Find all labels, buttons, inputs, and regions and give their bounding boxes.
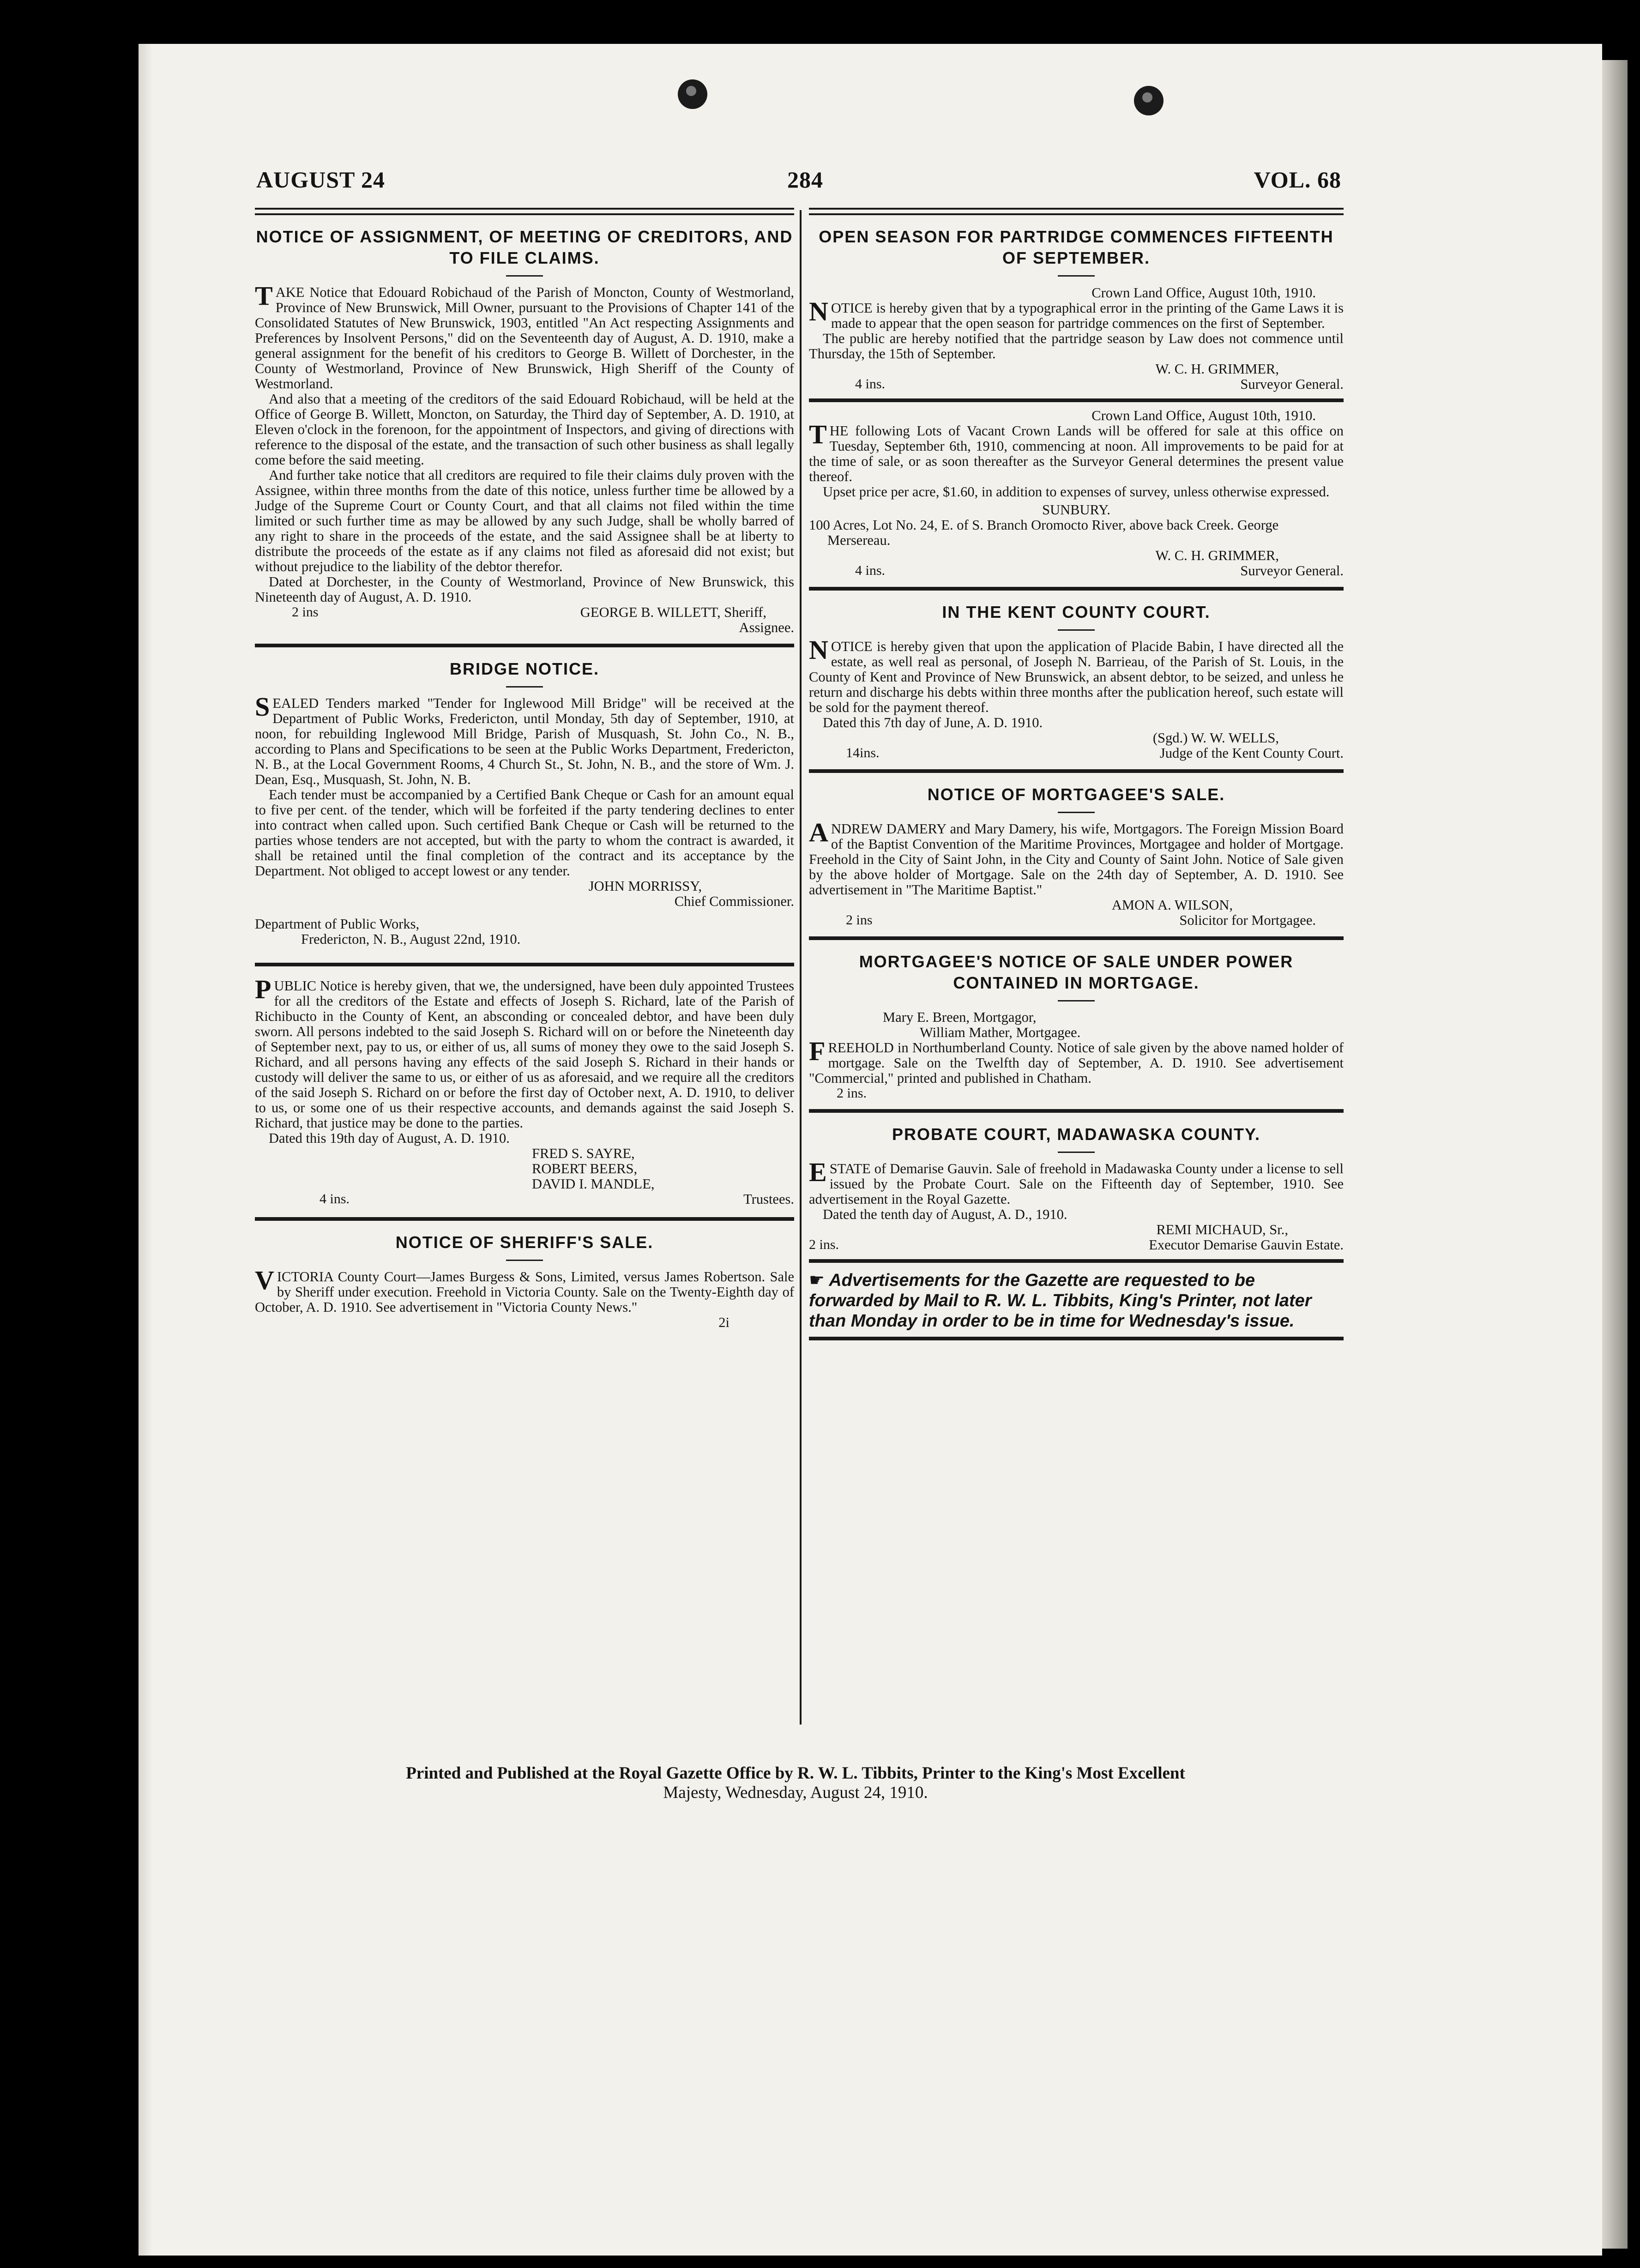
trustee-name: ROBERT BEERS,	[532, 1161, 638, 1176]
paragraph: OTICE is hereby given that upon the application of Placide Babin, I have directed all the estate, as well real as personal, of Joseph N. Barrieau, of the Parish of St. Louis, in the County of Kent and Province of New Brunswick, an absent debtor, to be seized, and unless he return and discharge his debts within three months after the publication hereof, such estate will be sold for the payment thereof.	[809, 639, 1344, 715]
punch-hole-icon	[678, 79, 707, 109]
insertion-count: 4 ins.	[855, 563, 886, 578]
signer-title: Assignee.	[739, 620, 794, 635]
page-header	[256, 166, 1341, 199]
drop-cap: N	[809, 296, 828, 326]
notice-body	[809, 1036, 1344, 1086]
imprint-line: Printed and Published at the Royal Gazette Office by R. W. L. Tibbits, Printer to the King's Most Excellent	[406, 1764, 1185, 1783]
top-rule	[255, 208, 794, 215]
section-rule	[809, 769, 1344, 773]
short-rule	[1058, 1152, 1095, 1153]
short-rule	[506, 275, 543, 277]
section-rule	[809, 398, 1344, 402]
punch-hole-icon	[1134, 86, 1164, 115]
kent-court-notice	[809, 602, 1344, 761]
paragraph: The public are hereby notified that the partridge season by Law does not commence until Thursday, the 15th of September.	[809, 331, 1344, 362]
insertion-count: 4 ins.	[855, 376, 886, 392]
signature-row	[809, 1237, 1344, 1253]
advertisement-notice	[809, 1270, 1344, 1331]
signature-row	[255, 605, 794, 620]
signer-title: Surveyor General.	[1240, 563, 1344, 579]
department-date: Fredericton, N. B., August 22nd, 1910.	[301, 931, 521, 947]
signature-row	[809, 746, 1344, 761]
department-name: Department of Public Works,	[255, 916, 420, 932]
notice-heading: NOTICE OF MORTGAGEE'S SALE.	[927, 785, 1225, 804]
insertion-count: 2 ins	[292, 604, 319, 620]
paragraph: AKE Notice that Edouard Robichaud of the Parish of Moncton, County of Westmorland, Province of New Brunswick, Mill Owner, pursuant to the Provisions of Chapter 141 of the Consolidated Statutes of New Brunswick, 1903, entitled "An Act respecting Assignments and Preferences by Insolvent Persons," did on the Seventeenth day of August, A. D. 1910, make a general assignment for the benefit of his creditors to George B. Willett of Dorchester, in the County of Westmorland, Province of New Brunswick, High Sheriff of the County of Westmorland.	[255, 284, 794, 392]
imprint-footer	[253, 1764, 1338, 1803]
assignment-notice	[255, 226, 794, 635]
page-binding	[139, 44, 152, 2256]
column-separator	[800, 210, 802, 1725]
insertion-count: 2i	[718, 1315, 730, 1330]
signer-name: (Sgd.) W. W. WELLS,	[1152, 730, 1279, 746]
paragraph: And further take notice that all creditors are required to file their claims duly proven with the Assignee, within three months from the date of this notice, unless further time be allowed by a Judge of the Supreme Court or County Court, and that all claims not filed within the time limited or such further time as may be allowed by any such Judge, shall be wholly barred of any right to share in the proceeds of the estate, and the said Assignee shall be at liberty to distribute the proceeds of the estate as if any claims not filed as aforesaid did not exist; but without prejudice to the liability of the debtor therefor.	[255, 467, 794, 574]
section-rule	[809, 1259, 1344, 1263]
paragraph: HE following Lots of Vacant Crown Lands will be offered for sale at this office on Tuesday, September 6th, 1910, commencing at noon. All improvements to be paid for at the time of sale, or as soon thereafter as the Surveyor General determines the present value thereof.	[809, 423, 1344, 484]
paragraph: And also that a meeting of the creditors of the said Edouard Robichaud, will be held at the Office of George B. Willett, Moncton, on Saturday, the Third day of September, A. D. 1910, at Eleven o'clock in the forenoon, for the appointment of Inspectors, and giving of directions with reference to the disposal of the estate, and the transaction of such other business as shall legally come before the said meeting.	[255, 391, 794, 468]
power-sale-notice	[809, 951, 1344, 1101]
section-rule	[809, 936, 1344, 940]
signer-title: Surveyor General.	[1240, 376, 1344, 392]
signer-name: AMON A. WILSON,	[1111, 897, 1233, 913]
paragraph: Upset price per acre, $1.60, in addition to expenses of survey, unless otherwise expressed.	[823, 484, 1330, 500]
trustee-name: FRED S. SAYRE,	[532, 1146, 635, 1161]
section-rule	[255, 644, 794, 647]
pointing-hand-icon: ☛	[809, 1271, 825, 1290]
paragraph: Dated this 7th day of June, A. D. 1910.	[823, 715, 1043, 730]
section-rule	[255, 1217, 794, 1221]
notice-heading: MORTGAGEE'S NOTICE OF SALE UNDER POWER CONTAINED IN MORTGAGE.	[859, 952, 1294, 992]
county-name: SUNBURY.	[1042, 502, 1110, 518]
notice-body	[809, 1157, 1344, 1222]
signer-title: Trustees.	[743, 1191, 794, 1207]
signature-row	[809, 913, 1344, 928]
notice-heading: OPEN SEASON FOR PARTRIDGE COMMENCES FIFTEENTH OF SEPTEMBER.	[819, 227, 1334, 267]
signer-title: Chief Commissioner.	[674, 893, 794, 909]
short-rule	[1058, 812, 1095, 813]
dateline: Crown Land Office, August 10th, 1910.	[1091, 408, 1316, 423]
notice-body	[809, 817, 1344, 898]
signature-row	[809, 563, 1344, 579]
paragraph: Dated at Dorchester, in the County of Westmorland, Province of New Brunswick, this Nineteenth day of August, A. D. 1910.	[255, 574, 794, 605]
signature-row	[255, 1192, 794, 1207]
notice-body	[255, 1265, 794, 1315]
imprint-date: Majesty, Wednesday, August 24, 1910.	[663, 1783, 928, 1802]
notice-body	[809, 635, 1344, 730]
paragraph: NDREW DAMERY and Mary Damery, his wife, Mortgagors. The Foreign Mission Board of the Baptist Convention of the Maritime Provinces, Mortgagee and holder of Mortgage. Freehold in the City of Saint John, in the City and County of Saint John. Notice of Sale given by the above holder of Mortgage. Sale on the 24th day of September, A. D. 1910. See advertisement in "The Maritime Baptist."	[809, 821, 1344, 898]
short-rule	[1058, 629, 1095, 631]
notice-body	[809, 296, 1344, 362]
mortgagor-name: Mary E. Breen, Mortgagor,	[883, 1009, 1037, 1025]
issue-date: AUGUST 24	[256, 167, 385, 193]
page-edge	[1602, 60, 1628, 2249]
section-rule	[809, 1337, 1344, 1340]
paragraph: REEHOLD in Northumberland County. Notice of sale given by the above named holder of mortgage. Sale on the Twelfth day of September, A. D. 1910. See advertisement "Commercial," printed and published in Chatham.	[809, 1040, 1344, 1086]
partridge-notice	[809, 226, 1344, 392]
short-rule	[506, 686, 543, 688]
paragraph: OTICE is hereby given that by a typographical error in the printing of the Game Laws it is made to appear that the open season for partridge commences on the first of September.	[831, 300, 1344, 331]
paragraph: Dated the tenth day of August, A. D., 1910.	[823, 1206, 1067, 1222]
insertion-count: 4 ins.	[320, 1191, 350, 1206]
section-rule	[809, 1109, 1344, 1113]
lot-description: 100 Acres, Lot No. 24, E. of S. Branch Oromocto River, above back Creek. George Mersereau.	[809, 517, 1279, 548]
crown-lands-notice	[809, 408, 1344, 579]
trustees-notice	[255, 974, 794, 1207]
insertion-count: 2 ins.	[809, 1237, 839, 1252]
left-column	[255, 208, 794, 1330]
insertion-count: 14ins.	[846, 745, 880, 760]
notice-heading: BRIDGE NOTICE.	[449, 659, 599, 678]
drop-cap: F	[809, 1036, 826, 1066]
drop-cap: T	[255, 281, 273, 311]
paragraph: Dated this 19th day of August, A. D. 1910.	[269, 1130, 510, 1146]
top-rule	[809, 208, 1344, 215]
dateline: Crown Land Office, August 10th, 1910.	[1091, 285, 1316, 301]
section-rule	[255, 963, 794, 966]
signer-name: W. C. H. GRIMMER,	[1155, 548, 1279, 563]
notice-heading: IN THE KENT COUNTY COURT.	[942, 603, 1211, 621]
paragraph: Each tender must be accompanied by a Certified Bank Cheque or Cash for an amount equal to five per cent. of the tender, which will be forfeited if the party tendering declines to enter into contract when called upon. Such certified Bank Cheque or Cash will be returned to the parties whose tenders are not accepted, but with the party to whom the contract is awarded, it shall be retained until the final completion of the contract and its acceptance by the Department. Not obliged to accept lowest or any tender.	[255, 787, 794, 879]
mortgagee-sale-notice	[809, 784, 1344, 928]
notice-heading: PROBATE COURT, MADAWASKA COUNTY.	[892, 1125, 1260, 1144]
bridge-notice	[255, 658, 794, 947]
insertion-count: 2 ins.	[837, 1086, 867, 1101]
drop-cap: A	[809, 817, 828, 847]
notice-body	[255, 281, 794, 605]
drop-cap: E	[809, 1157, 827, 1187]
notice-body	[255, 692, 794, 879]
advertisement-text: Advertisements for the Gazette are requested to be forwarded by Mail to R. W. L. Tibbits, King's Printer, not later than Monday in order to be in time for Wednesday's issue.	[809, 1271, 1312, 1331]
short-rule	[506, 1260, 543, 1261]
signer-title: Executor Demarise Gauvin Estate.	[1149, 1237, 1344, 1253]
paragraph: STATE of Demarise Gauvin. Sale of freehold in Madawaska County under a license to sell issued by the Probate Court. Sale on the Fifteenth day of September, 1910. See advertisement in the Royal Gazette.	[809, 1161, 1344, 1207]
signer-title: Judge of the Kent County Court.	[1159, 745, 1344, 761]
section-rule	[809, 587, 1344, 591]
drop-cap: T	[809, 419, 827, 449]
signer-title: Solicitor for Mortgagee.	[1179, 912, 1316, 928]
drop-cap: V	[255, 1265, 274, 1295]
signer-name: W. C. H. GRIMMER,	[1155, 361, 1279, 377]
trustee-name: DAVID I. MANDLE,	[532, 1176, 655, 1192]
drop-cap: N	[809, 635, 828, 665]
right-column	[809, 208, 1344, 1340]
notice-body	[255, 974, 794, 1146]
paragraph: ICTORIA County Court—James Burgess & Sons, Limited, versus James Robertson. Sale by Sheriff under execution. Freehold in Victoria County. Sale on the Twenty-Eighth day of October, A. D. 1910. See advertisement in "Victoria County News."	[255, 1269, 794, 1315]
paragraph: EALED Tenders marked "Tender for Inglewood Mill Bridge" will be received at the Department of Public Works, Fredericton, until Monday, 5th day of September, 1910, at noon, for rebuilding Inglewood Mill Bridge, Parish of Musquash, St. John Co., N. B., according to Plans and Specifications to be seen at the Public Works Department, Fredericton, N. B., at the Local Government Rooms, 4 Church St., St. John, N. B., and the store of Wm. J. Dean, Esq., Musquash, St. John, N. B.	[255, 695, 794, 787]
drop-cap: S	[255, 692, 270, 722]
signature-row	[809, 377, 1344, 392]
notice-body	[809, 419, 1344, 500]
probate-notice	[809, 1124, 1344, 1253]
insertion-count: 2 ins	[846, 912, 873, 928]
short-rule	[1058, 1000, 1095, 1001]
page-number: 284	[787, 167, 823, 193]
signer-name: JOHN MORRISSY,	[588, 878, 702, 894]
drop-cap: P	[255, 974, 271, 1004]
mortgagee-name: William Mather, Mortgagee.	[920, 1025, 1081, 1040]
short-rule	[1058, 275, 1095, 277]
notice-heading: NOTICE OF ASSIGNMENT, OF MEETING OF CREDITORS, AND TO FILE CLAIMS.	[256, 227, 793, 267]
notice-heading: NOTICE OF SHERIFF'S SALE.	[395, 1233, 654, 1252]
signer-name: GEORGE B. WILLETT, Sheriff,	[580, 604, 766, 620]
sheriff-sale-notice	[255, 1232, 794, 1330]
volume-number: VOL. 68	[1254, 167, 1341, 193]
paragraph: UBLIC Notice is hereby given, that we, the undersigned, have been duly appointed Trustees for all the creditors of the Estate and effects of Joseph S. Richard, late of the Parish of Richibucto in the County of Kent, an absconding or concealed debtor, and have been duly sworn. All persons indebted to the said Joseph S. Richard will on or before the Nineteenth day of September next, pay to us, or either of us, all sums of money they owe to the said Joseph S. Richard, and all persons having any effects of the said Joseph S. Richard in their hands or custody will deliver the same to us, or either of us as aforesaid, and we require all the creditors of the said Joseph S. Richard on or before the first day of October next, A. D. 1910, to deliver to us, or some one of us their respective accounts, and demands against the said Joseph S. Richard, that justice may be done to the parties.	[255, 978, 794, 1131]
signer-name: REMI MICHAUD, Sr.,	[1156, 1222, 1288, 1237]
